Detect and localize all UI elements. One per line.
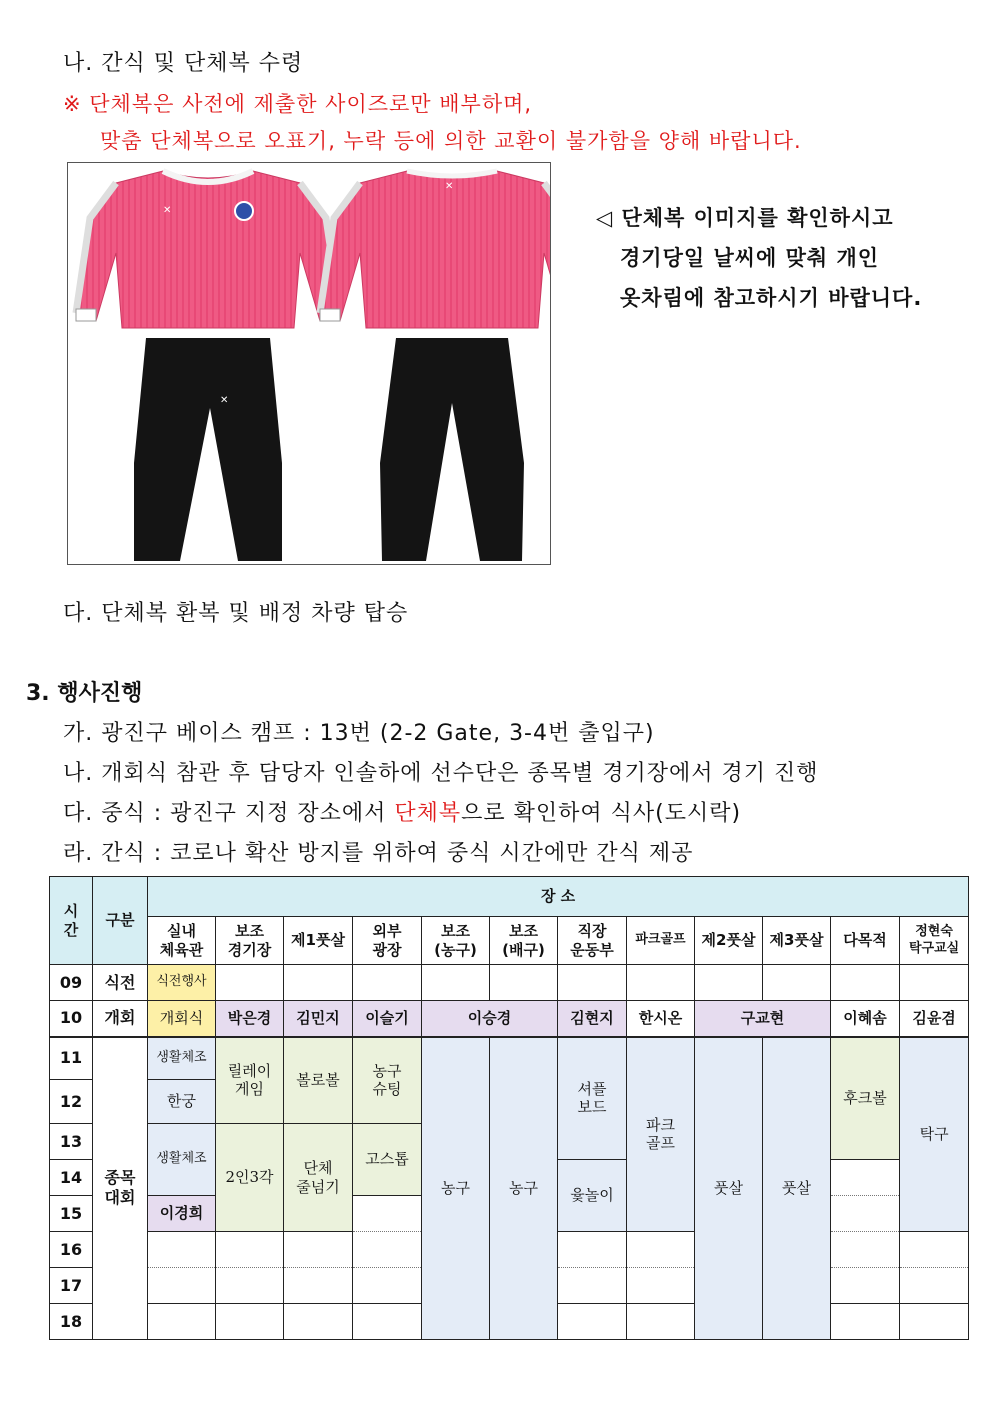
- cell-16-aux: [216, 1232, 284, 1268]
- event-indoor-12: 한궁: [148, 1080, 216, 1124]
- gubun-opening-ceremony: 식전: [93, 965, 148, 1001]
- cell-18-indoor: [148, 1304, 216, 1340]
- time-14: 14: [50, 1160, 93, 1196]
- time-18: 18: [50, 1304, 93, 1340]
- cell-15-outdoor: [353, 1196, 422, 1232]
- cell-09-empty: [831, 965, 900, 1001]
- manager-futsal23: 구교현: [695, 1001, 831, 1037]
- cell-18-workplace: [558, 1304, 627, 1340]
- svg-text:✕: ✕: [445, 181, 454, 192]
- time-16: 16: [50, 1232, 93, 1268]
- cell-17-aux: [216, 1268, 284, 1304]
- manager-workplace: 김현지: [558, 1001, 627, 1037]
- event-basketball-1: 농구: [422, 1037, 490, 1340]
- gubun-event: 종목 대회: [93, 1037, 148, 1340]
- venue-10: 다목적: [831, 917, 900, 965]
- manager-multipurpose: 이혜솜: [831, 1001, 900, 1037]
- venue-11: 정현숙 탁구교실: [900, 917, 969, 965]
- header-gubun: 구분: [93, 877, 148, 965]
- time-13: 13: [50, 1124, 93, 1160]
- manager-aux-field: 박은경: [216, 1001, 284, 1037]
- cell-09-empty: [422, 965, 490, 1001]
- manager-tabletennis: 김윤겸: [900, 1001, 969, 1037]
- cell-16-outdoor: [353, 1232, 422, 1268]
- venue-3: 외부 광장: [353, 917, 422, 965]
- section3-item-da: [63, 796, 741, 827]
- event-shuffleboard: 셔플 보드: [558, 1037, 627, 1160]
- caption-line1: ◁ 단체복 이미지를 확인하시고: [596, 206, 894, 230]
- venue-9: 제3풋살: [763, 917, 831, 965]
- cell-14-multipurpose: [831, 1160, 900, 1196]
- event-tabletennis: 탁구: [900, 1037, 969, 1232]
- schedule-table: [49, 876, 969, 1340]
- event-2in3: 2인3각: [216, 1124, 284, 1232]
- event-group-rope: 단체 줄넘기: [284, 1124, 353, 1232]
- cell-09-empty: [490, 965, 558, 1001]
- header-place: 장 소: [148, 877, 969, 917]
- venue-2: 제1풋살: [284, 917, 353, 965]
- cell-17-indoor: [148, 1268, 216, 1304]
- manager-futsal1: 김민지: [284, 1001, 353, 1037]
- cell-09-empty: [558, 965, 627, 1001]
- section-da: 다. 단체복 환복 및 배정 차량 탑승: [63, 601, 409, 626]
- pants-front: [134, 338, 282, 561]
- cell-09-empty: [627, 965, 695, 1001]
- event-futsal-2: 풋살: [695, 1037, 763, 1340]
- time-12: 12: [50, 1080, 93, 1124]
- time-09: 09: [50, 965, 93, 1001]
- cell-18-aux: [216, 1304, 284, 1340]
- cell-09-empty: [695, 965, 763, 1001]
- time-15: 15: [50, 1196, 93, 1232]
- time-11: 11: [50, 1037, 93, 1080]
- header-time: 시 간: [50, 877, 93, 965]
- event-basket-shoot: 농구 슈팅: [353, 1037, 422, 1124]
- notice-line1: ※ 단체복은 사전에 제출한 사이즈로만 배부하며,: [63, 92, 533, 116]
- event-basketball-2: 농구: [490, 1037, 558, 1340]
- cell-17-workplace: [558, 1268, 627, 1304]
- cell-16-parkgolf: [627, 1232, 695, 1268]
- manager-aux-courts: 이승경: [422, 1001, 558, 1037]
- item-da-suffix: 으로 확인하여 식사(도시락): [461, 801, 742, 826]
- section3-item-ra: 라. 간식 : 코로나 확산 방지를 위하여 중식 시간에만 간식 제공: [63, 841, 694, 866]
- cell-18-tabletennis: [900, 1304, 969, 1340]
- time-17: 17: [50, 1268, 93, 1304]
- caption-line3: 옷차림에 참고하시기 바랍니다.: [620, 286, 923, 310]
- section3-item-na: 나. 개회식 참관 후 담당자 인솔하에 선수단은 종목별 경기장에서 경기 진행: [63, 761, 819, 786]
- uniform-image: [67, 162, 551, 565]
- cell-17-multipurpose: [831, 1268, 900, 1304]
- event-futsal-3: 풋살: [763, 1037, 831, 1340]
- cell-16-futsal1: [284, 1232, 353, 1268]
- venue-8: 제2풋살: [695, 917, 763, 965]
- cell-17-parkgolf: [627, 1268, 695, 1304]
- cell-17-outdoor: [353, 1268, 422, 1304]
- cell-18-parkgolf: [627, 1304, 695, 1340]
- event-yutnori: 윷놀이: [558, 1160, 627, 1232]
- cell-09-empty: [284, 965, 353, 1001]
- cell-17-tabletennis: [900, 1268, 969, 1304]
- uniform-caption: [596, 198, 922, 318]
- event-gostop: 고스톱: [353, 1124, 422, 1196]
- jersey-front: [76, 171, 340, 328]
- jersey-back: [320, 171, 550, 328]
- cell-15-multipurpose: [831, 1196, 900, 1232]
- venue-7: 파크골프: [627, 917, 695, 965]
- cell-16-tabletennis: [900, 1232, 969, 1268]
- manager-outdoor: 이슬기: [353, 1001, 422, 1037]
- event-hookball: 후크볼: [831, 1037, 900, 1160]
- event-indoor-13: 생활체조: [148, 1124, 216, 1196]
- cell-18-futsal1: [284, 1304, 353, 1340]
- uniform-illustration: [68, 163, 550, 564]
- cell-09-empty: [353, 965, 422, 1001]
- section3-item-ga: 가. 광진구 베이스 캠프 : 13번 (2-2 Gate, 3-4번 출입구): [63, 721, 655, 746]
- cell-16-indoor: [148, 1232, 216, 1268]
- cell-09-indoor: 식전행사: [148, 965, 216, 1001]
- event-parkgolf: 파크 골프: [627, 1037, 695, 1232]
- manager-indoor-15: 이경희: [148, 1196, 216, 1232]
- manager-parkgolf: 한시온: [627, 1001, 695, 1037]
- cell-16-multipurpose: [831, 1232, 900, 1268]
- cell-09-empty: [900, 965, 969, 1001]
- event-indoor-11: 생활체조: [148, 1037, 216, 1080]
- cell-10-indoor: 개회식: [148, 1001, 216, 1037]
- section-na: 나. 간식 및 단체복 수령: [63, 51, 304, 76]
- section3-title: 3. 행사진행: [26, 681, 143, 706]
- venue-1: 보조 경기장: [216, 917, 284, 965]
- cell-09-empty: [763, 965, 831, 1001]
- venue-4: 보조 (농구): [422, 917, 490, 965]
- cell-09-empty: [216, 965, 284, 1001]
- event-relay: 릴레이 게임: [216, 1037, 284, 1124]
- notice-line2: 맞춤 단체복으로 오표기, 누락 등에 의한 교환이 불가함을 양해 바랍니다.: [100, 129, 802, 153]
- cell-16-workplace: [558, 1232, 627, 1268]
- caption-line2: 경기당일 날씨에 맞춰 개인: [620, 246, 880, 270]
- pants-back: [380, 338, 524, 561]
- venue-5: 보조 (배구): [490, 917, 558, 965]
- venue-6: 직장 운동부: [558, 917, 627, 965]
- cell-18-multipurpose: [831, 1304, 900, 1340]
- venue-0: 실내 체육관: [148, 917, 216, 965]
- svg-text:✕: ✕: [220, 395, 229, 406]
- time-10: 10: [50, 1001, 93, 1037]
- cell-17-futsal1: [284, 1268, 353, 1304]
- event-bowling: 볼로볼: [284, 1037, 353, 1124]
- item-da-highlight: 단체복: [394, 801, 462, 826]
- item-da-prefix: 다. 중식 : 광진구 지정 장소에서: [63, 801, 395, 826]
- gubun-opening: 개회: [93, 1001, 148, 1037]
- cell-18-outdoor: [353, 1304, 422, 1340]
- svg-text:✕: ✕: [163, 205, 172, 216]
